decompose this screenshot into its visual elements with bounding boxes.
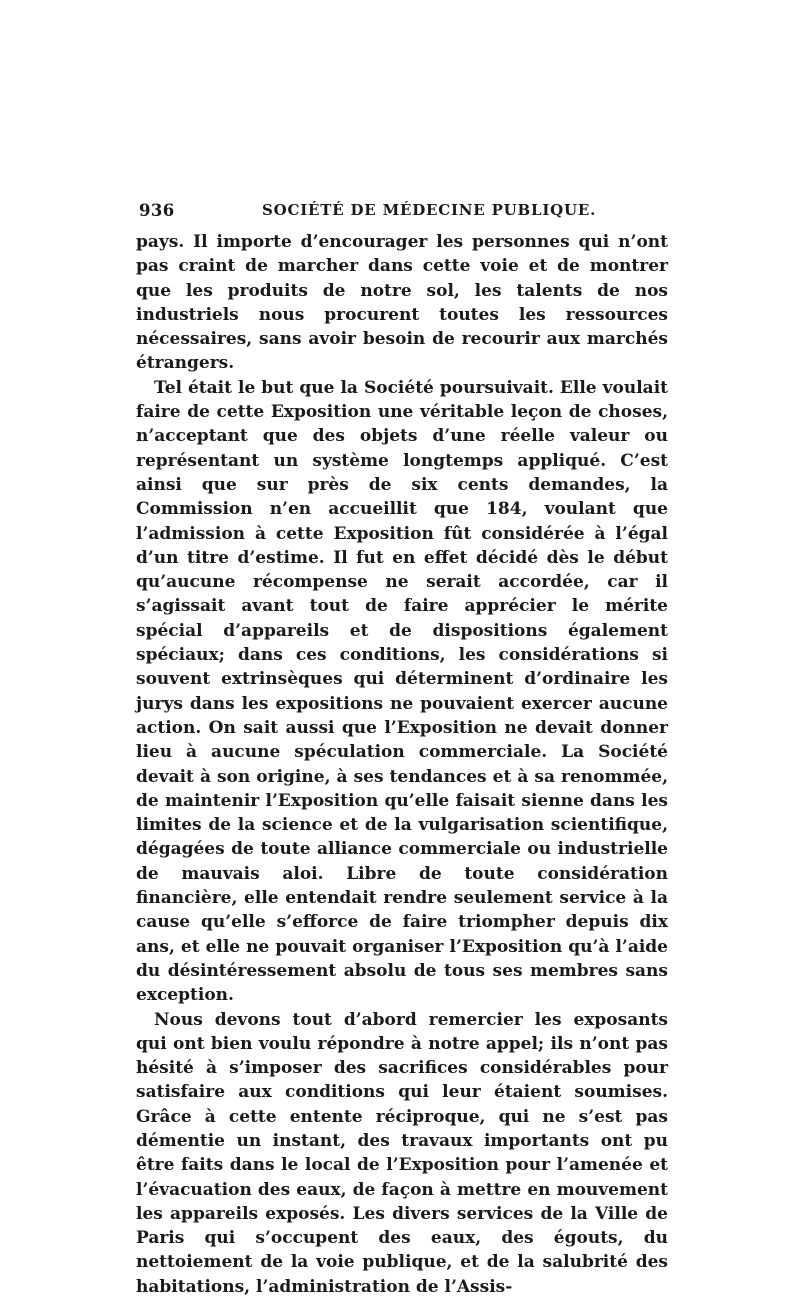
body-text [136,230,668,1299]
book-page [136,200,668,1299]
page-header [136,200,668,226]
paragraph-1: pays. Il importe d’encourager les personnes qui n’ont pas craint de marcher dans cette voie et de montrer que les produits de notre sol, les talents de nos industriels nous procurent toutes les ressources nécessaires, sans avoir besoin de recourir aux marchés étrangers. [136,232,668,374]
paragraph-2: Tel était le but que la Société poursuivait. Elle voulait faire de cette Exposition une véritable leçon de choses, n’acceptant que des objets d’une réelle valeur ou représentant un système longtemps appliqué. C’est ainsi que sur près de six cents demandes, la Commission n’en accueillit que 184, voulant que l’admission à cette Exposition fût considérée à l’égal d’un titre d’estime. Il fut en effet décidé dès le début qu’aucune récompense ne serait accordée, car il s’agissait avant tout de faire apprécier le mérite spécial d’appareils et de dispositions également spéciaux; dans ces conditions, les considérations si souvent extrinsèques qui déterminent d’ordinaire les jurys dans les expositions ne pouvaient exercer aucune action. On sait aussi que l’Exposition ne devait donner lieu à aucune spéculation commerciale. La Société devait à son origine, à ses tendances et à sa renommée, de maintenir l’Exposition qu’elle faisait sienne dans les limites de la science et de la vulgarisation scientifique, dégagées de toute alliance commerciale ou industrielle de mauvais aloi. Libre de toute considération financière, elle entendait rendre seulement service à la cause qu’elle s’efforce de faire triompher depuis dix ans, et elle ne pouvait organiser l’Exposition qu’à l’aide du désintéressement absolu de tous ses membres sans exception. [136,377,668,1006]
paragraph-3: Nous devons tout d’abord remercier les exposants qui ont bien voulu répondre à notre appel; ils n’ont pas hésité à s’imposer des sacrifices considérables pour satisfaire aux conditions qui leur étaient soumises. Grâce à cette entente réciproque, qui ne s’est pas démentie un instant, des travaux importants ont pu être faits dans le local de l’Exposition pour l’amenée et l’évacuation des eaux, de façon à mettre en mouvement les appareils exposés. Les divers services de la Ville de Paris qui s’occupent des eaux, des égouts, du nettoiement de la voie publique, et de la salubrité des habitations, l’administration de l’Assis- [136,1009,668,1297]
page-number: 936 [139,201,175,220]
running-head: SOCIÉTÉ DE MÉDECINE PUBLIQUE. [262,201,597,219]
